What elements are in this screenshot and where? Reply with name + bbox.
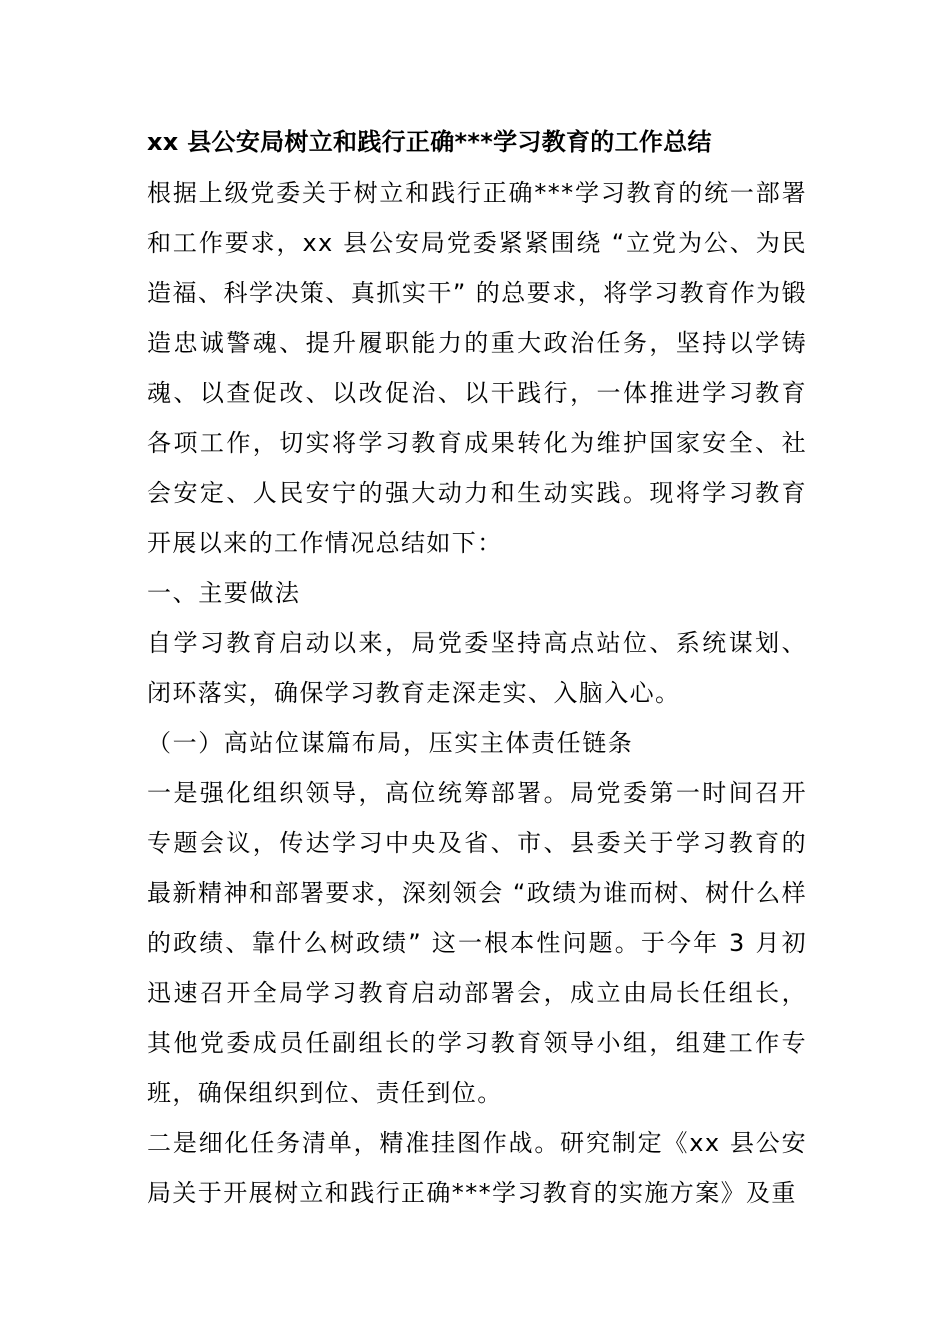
subsection-heading-1: （一）高站位谋篇布局，压实主体责任链条 — [147, 729, 634, 757]
paragraph-intro: 根据上级党委关于树立和践行正确***学习教育的统一部署和工作要求，xx 县公安局党委紧紧围绕 “立党为公、为民造福、科学决策、真抓实干” 的总要求，将学习教育作为锻造忠诚警魂、提升履职能力的重大政治任务，坚持以学铸魂、以查促改、以改促治、以干践行，一体推进学习教育各项工作，切实将学习教育成果转化为维护国家安全、社会安定、人民安宁的强大动力和生动实践。现将学习教育开展以来的工作情况总结如下： — [147, 179, 807, 557]
document-title: xx 县公安局树立和践行正确***学习教育的工作总结 — [147, 128, 712, 156]
section-heading-main-practices: 一、主要做法 — [147, 579, 301, 607]
paragraph-overview: 自学习教育启动以来，局党委坚持高点站位、系统谋划、闭环落实，确保学习教育走深走实、入脑入心。 — [147, 629, 807, 707]
paragraph-point-2: 二是细化任务清单，精准挂图作战。研究制定《xx 县公安局关于开展树立和践行正确***学习教育的实施方案》及重 — [147, 1129, 807, 1207]
paragraph-point-1: 一是强化组织领导，高位统筹部署。局党委第一时间召开专题会议，传达学习中央及省、市、县委关于学习教育的最新精神和部署要求，深刻领会 “政绩为谁而树、树什么样的政绩、靠什么树政绩” 这一根本性问题。于今年 3 月初迅速召开全局学习教育启动部署会，成立由局长任组长，其他党委成员任副组长的学习教育领导小组，组建工作专班，确保组织到位、责任到位。 — [147, 779, 807, 1107]
document-body — [147, 168, 807, 1218]
